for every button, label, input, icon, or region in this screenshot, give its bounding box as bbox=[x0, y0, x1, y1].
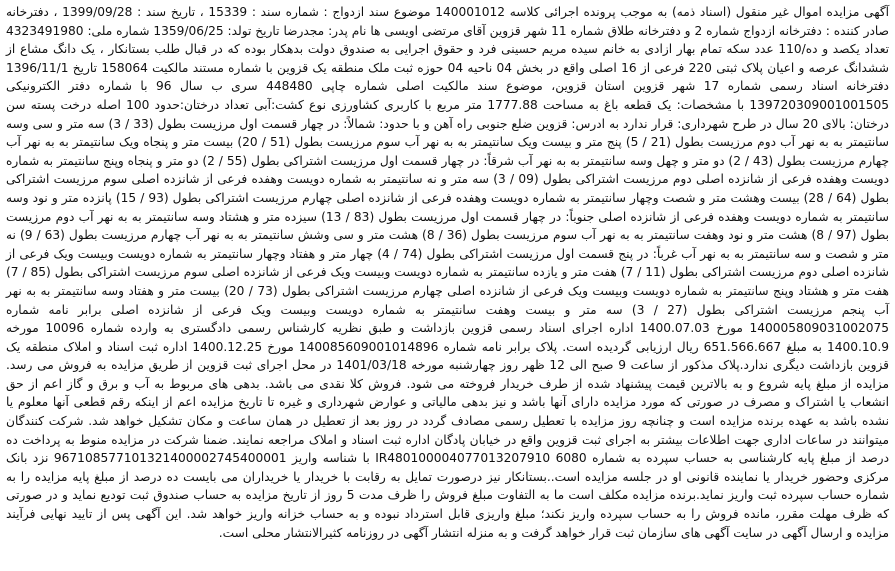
notice-body-text: آگهی مزایده اموال غیر منقول (اسناد ذمه) به موجب پرونده اجرائی کلاسه 140001012 موضوع سند ازدواج : شماره سند : 15339 ، تاریخ سند : 1399/09/28 ، دفترخانه صادر کننده : دفترخانه ازدواج شماره 2 و دفترخانه طلاق شماره 11 شهر قزوین آقای مرتضی اویسی ها نام پدر: مجدرضا تاریخ تولد: 1359/06/25 شماره ملی: 4323491980 تعداد یکصد و ده/110 عدد سکه تمام بهار ازادی به خانم سیده مریم حسینی فرد و حقوق اجرایی به صندوق دولت بدهکار بوده که در قبال طلب بستانکار ، یک دانگ مشاع از ششدانگ عرصه و اعیان پلاک ثبتی 220 فرعی از 16 اصلی واقع در بخش 04 ناحیه 04 حوزه ثبت ملک منطقه یک قزوین با شماره مستند مالکیت 158064 تاریخ 1396/11/1 دفترخانه اسناد رسمی شماره 17 شهر قزوین استان قزوین، موضوع سند مالکیت اصلی شماره چاپی 448480 سری ب سال 96 با شماره دفتر الکترونیکی 139720309001001505 با مشخصات: یک قطعه باغ به مساحت 1777.88 متر مربع با کاربری کشاورزی نوع کشت:آبی تعداد درختان:حدود 100 اصله درخت پسته سن درختان: بالای 20 سال در طرح شهرداری: قرار ندارد به ادرس: قزوین ضلع جنوبی راه آهن و با حدود: شمالاً: در چهار قسمت اول مرزیست بطول (33 / 3) سه متر و سی وسه سانتیمتر به به نهر آب دوم مرزیست بطول (21 / 5) پنج متر و بیست ویک سانتیمتر به به نهر آب سوم مرزیست بطول (51 / 20) بیست متر و پنجاه ویک سانتیمتر به به نهر آب چهارم مرزیست بطول (43 / 2) دو متر و چهل وسه سانتیمتر به به نهر آب شرقاً: در چهار قسمت اول مرزیست اشتراکی بطول (55 / 2) دو متر و پنجاه وپنج سانتیمتر به شماره دویست وهفده فرعی از شانزده اصلی دوم مرزیست اشتراکی بطول (09 / 3) سه متر و نه سانتیمتر به شماره دویست وهفده فرعی از شانزده اصلی سوم مرزیست اشتراکی بطول (64 / 28) بیست وهشت متر و شصت وچهار سانتیمتر به شماره دویست وهفده فرعی از شانزده اصلی چهارم مرزیست اشتراکی بطول (93 / 15) پانزده متر و نود وسه سانتیمتر به شماره دویست وهفده فرعی از شانزده اصلی جنوباً: در چهار قسمت اول مرزیست بطول (83 / 13) سیزده متر و هشتاد وسه سانتیمتر به به نهر آب دوم مرزیست بطول (97 / 8) هشت متر و نود وهفت سانتیمتر به به نهر آب سوم مرزیست بطول (36 / 8) هشت متر و سی وشش سانتیمتر به به نهر آب چهارم مرزیست بطول (63 / 9) نه متر و شصت و سه سانتیمتر به به نهر آب غرباً: در پنج قسمت اول مرزیست اشتراکی بطول (74 / 4) چهار متر و هفتاد وچهار سانتیمتر به شماره دویست وبیست ویک فرعی از شانزده اصلی دوم مرزیست اشتراکی بطول (11 / 7) هفت متر و یازده سانتیمتر به شماره دویست وبیست ویک فرعی از شانزده اصلی سوم مرزیست اشتراکی بطول (85 / 7) هفت متر و هشتاد وپنج سانتیمتر به شماره دویست وبیست ویک فرعی از شانزده اصلی چهارم مرزیست اشتراکی بطول (73 / 20) بیست متر و هفتاد وسه سانتیمتر به به نهر آب پنجم مرزیست اشتراکی بطول (27 / 3) سه متر و بیست وهفت سانتیمتر به شماره دویست وبیست ویک فرعی از شانزده اصلی برابر نامه شماره 140005809031002075 مورخ 1400.07.03 اداره اجرای اسناد رسمی قزوین بازداشت و طبق نظریه کارشناس رسمی دادگستری به وارده شماره 10096 مورخه 1400.10.9 به مبلغ 651.566.667 ریال ارزیابی گردیده است. پلاک برابر نامه شماره 140085609001014896 مورخ 1400.12.25 اداره ثبت اسناد و املاک منطقه یک قزوین بازداشت دیگری ندارد.پلاک مذکور از ساعت 9 صبح الی 12 ظهر روز چهارشنبه مورخه 1401/03/18 در محل اجرای ثبت قزوین از طریق مزایده به فروش می رسد. مزایده از مبلغ پایه شروع و به بالاترین قیمت پیشنهاد شده از طرف خریدار فروخته می شود. فروش کلا نقدی می باشد. بدهی های مربوط به آب و برق و گاز اعم از حق انشعاب یا اشتراک و مصرف در صورتی که مورد مزایده دارای آنها باشد و نیز بدهی مالیاتی و عوارض شهرداری و غیره تا تاریخ مزایده اعم از اینکه رقم قطعی آنها معلوم یا نشده باشد به عهده برنده مزایده است و چنانچه روز مزایده با تعطیل رسمی مصادف گردد در روز بعد از تعطیل در همان ساعت و مکان تشکیل خواهد شد. شرکت کنندگان میتوانند در ساعات اداری جهت اطلاعات بیشتر به اجرای ثبت قزوین واقع در خیابان پادگان اداره ثبت اسناد و املاک مراجعه نمایند. ضمنا شرکت در مزایده منوط به پرداخت ده درصد از مبلغ پایه کارشناسی به حساب سپرده به شماره IR480100004077013207910 6080 با شناسه واریز 967108577101321400002745400001 نزد بانک مرکزی وحضور خریدار یا نماینده قانونی او در جلسه مزایده است..بستانکار نیز درصورت تمایل به رقابت با خریدار یا خریداران می بایست ده درصد از مبلغ پایه مزایده را به شماره حساب سپرده ثبت واریز نماید.برنده مزایده مکلف است ما به التفاوت مبلغ فروش را ظرف مدت 5 روز از تاریخ مزایده به حساب صندوق ثبت تودیع نماید و در صورتی که ظرف مهلت مقرر، مانده فروش را به حساب سپرده واریز نکند؛ مبلغ واریزی قابل استرداد نبوده و به حساب خزانه واریز خواهد شد. این آگهی پس از تایید نهایی فرآیند مزایده و ارسال آگهی در سایت آگهی های سازمان ثبت قرار خواهد گرفت و به منزله انتشار آگهی در روزنامه کثیرالانتشار محلی است. bbox=[6, 5, 890, 540]
